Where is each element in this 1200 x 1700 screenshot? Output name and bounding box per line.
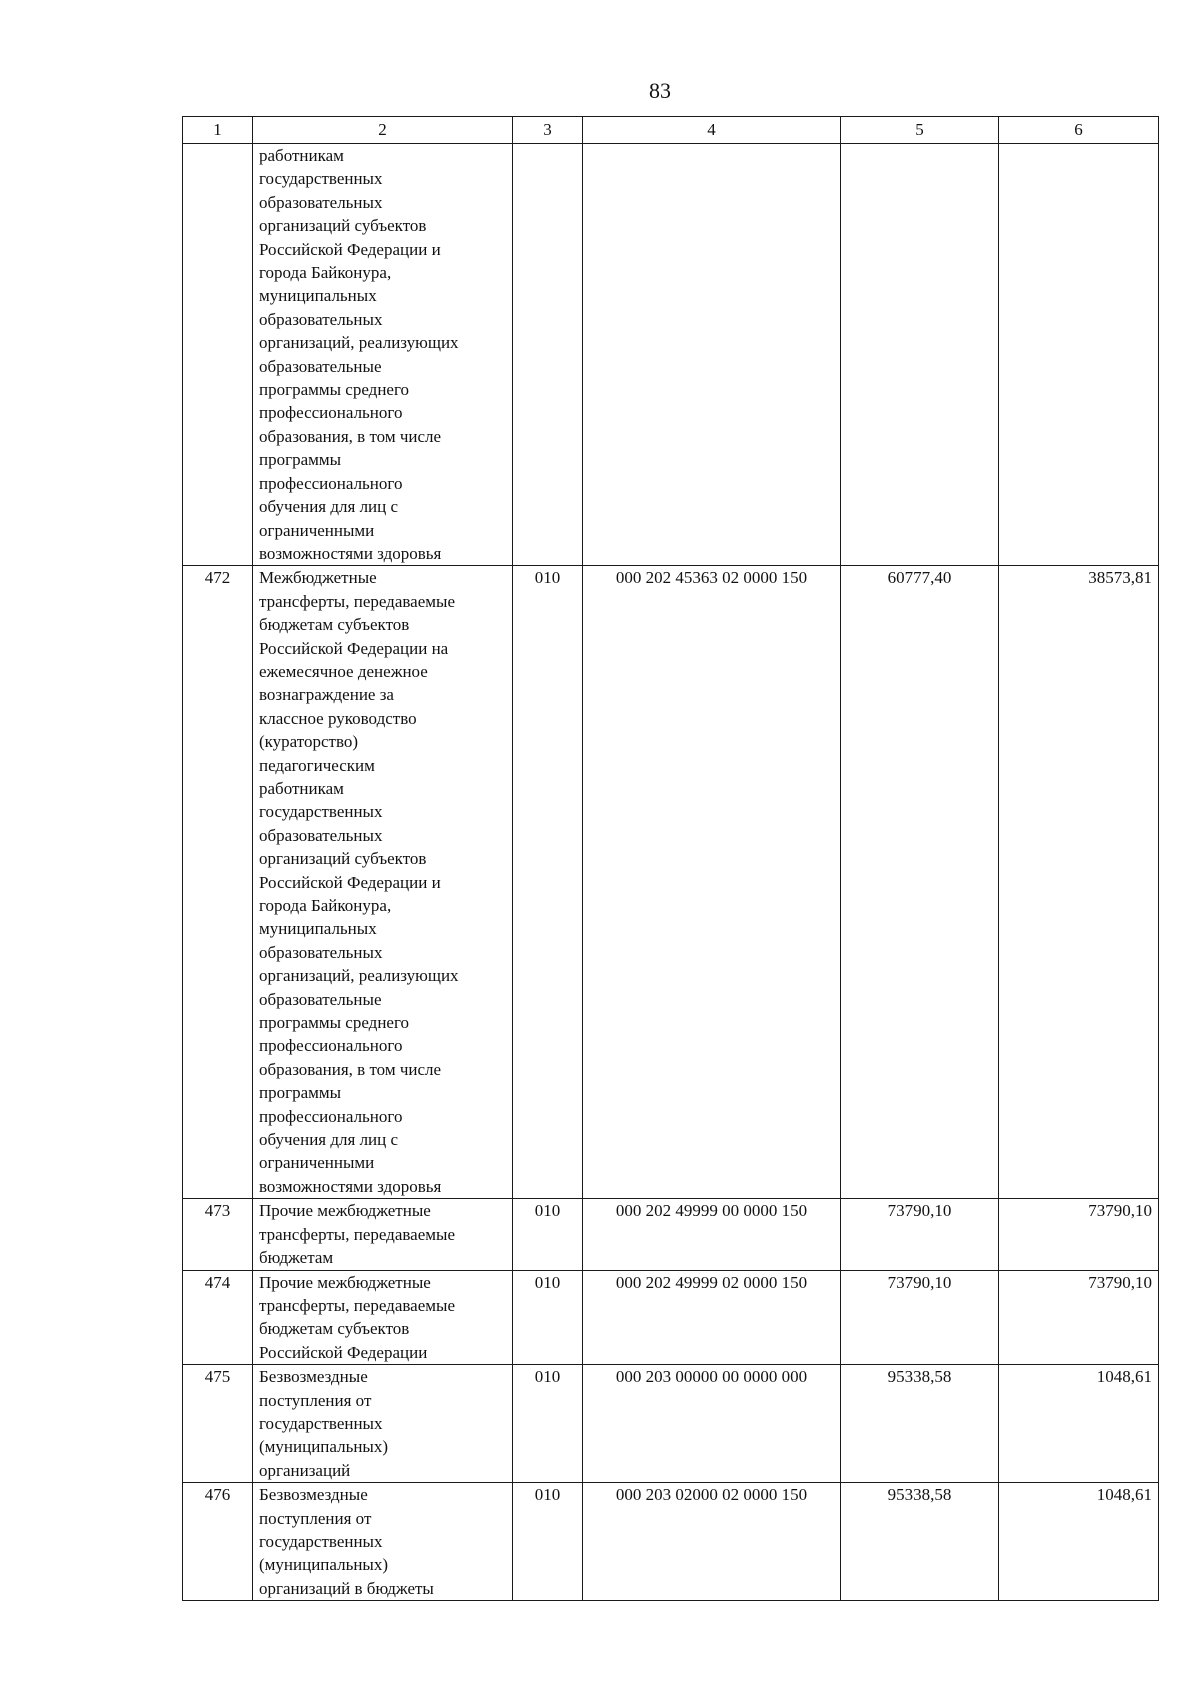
budget-table [182, 116, 1159, 1601]
row-number: 475 [183, 1365, 253, 1483]
row-name: Прочие межбюджетные трансферты, передаваемые бюджетам [253, 1199, 513, 1270]
table-row [183, 566, 1159, 1199]
row-value-2: 73790,10 [999, 1270, 1159, 1365]
row-budget-code: 000 202 45363 02 0000 150 [583, 566, 841, 1199]
row-value-1: 95338,58 [841, 1365, 999, 1483]
row-value-1: 60777,40 [841, 566, 999, 1199]
column-header-2: 2 [253, 117, 513, 144]
row-value-2: 38573,81 [999, 566, 1159, 1199]
row-name: Безвозмездные поступления от государственных (муниципальных) организаций [253, 1365, 513, 1483]
row-admin-code: 010 [513, 1483, 583, 1601]
table-row [183, 1483, 1159, 1601]
row-number: 472 [183, 566, 253, 1199]
row-admin-code: 010 [513, 1270, 583, 1365]
column-header-1: 1 [183, 117, 253, 144]
row-admin-code: 010 [513, 566, 583, 1199]
table-row [183, 1365, 1159, 1483]
table-header-row [183, 117, 1159, 144]
row-value-2 [999, 144, 1159, 566]
column-header-5: 5 [841, 117, 999, 144]
row-value-2: 1048,61 [999, 1483, 1159, 1601]
row-admin-code: 010 [513, 1365, 583, 1483]
row-name: работникам государственных образовательных организаций субъектов Российской Федерации и города Байконура, муниципальных образовательных организаций, реализующих образовательные программы среднего профессионального образования, в том числе программы профессионального обучения для лиц с ограниченными возможностями здоровья [253, 144, 513, 566]
row-number [183, 144, 253, 566]
column-header-3: 3 [513, 117, 583, 144]
table-row [183, 1270, 1159, 1365]
row-name: Безвозмездные поступления от государственных (муниципальных) организаций в бюджеты [253, 1483, 513, 1601]
table-row [183, 1199, 1159, 1270]
row-number: 474 [183, 1270, 253, 1365]
row-budget-code: 000 202 49999 00 0000 150 [583, 1199, 841, 1270]
row-budget-code: 000 203 02000 02 0000 150 [583, 1483, 841, 1601]
column-header-6: 6 [999, 117, 1159, 144]
row-value-2: 73790,10 [999, 1199, 1159, 1270]
row-budget-code [583, 144, 841, 566]
row-value-1: 73790,10 [841, 1199, 999, 1270]
row-value-2: 1048,61 [999, 1365, 1159, 1483]
column-header-4: 4 [583, 117, 841, 144]
table-row [183, 144, 1159, 566]
row-number: 473 [183, 1199, 253, 1270]
row-budget-code: 000 203 00000 00 0000 000 [583, 1365, 841, 1483]
row-value-1: 73790,10 [841, 1270, 999, 1365]
row-name: Межбюджетные трансферты, передаваемые бюджетам субъектов Российской Федерации на ежемесячное денежное вознаграждение за классное руководство (кураторство) педагогическим работникам государственных образовательных организаций субъектов Российской Федерации и города Байконура, муниципальных образовательных организаций, реализующих образовательные программы среднего профессионального образования, в том числе программы профессионального обучения для лиц с ограниченными возможностями здоровья [253, 566, 513, 1199]
page-number: 83 [649, 78, 671, 103]
row-budget-code: 000 202 49999 02 0000 150 [583, 1270, 841, 1365]
row-number: 476 [183, 1483, 253, 1601]
row-admin-code: 010 [513, 1199, 583, 1270]
row-admin-code [513, 144, 583, 566]
row-name: Прочие межбюджетные трансферты, передаваемые бюджетам субъектов Российской Федерации [253, 1270, 513, 1365]
row-value-1 [841, 144, 999, 566]
row-value-1: 95338,58 [841, 1483, 999, 1601]
